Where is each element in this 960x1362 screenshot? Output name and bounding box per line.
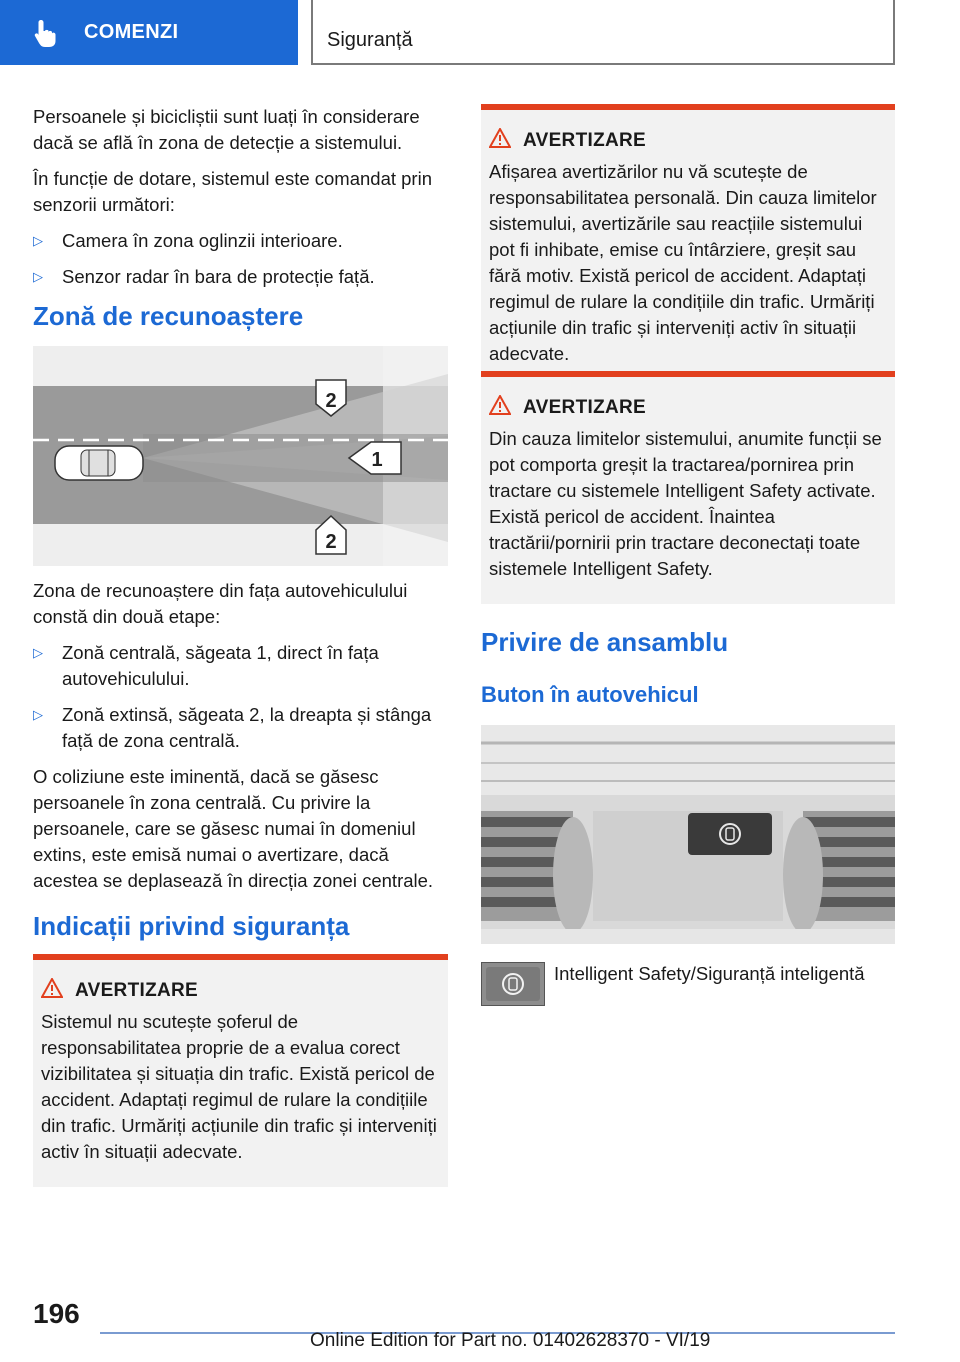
button-caption: Intelligent Safety/Siguranță inteligentă [554, 963, 865, 984]
collision-paragraph: O coliziune este iminentă, dacă se găsesc persoanele în zona centrală. Cu privire la persoanele, care se găsesc numai în domeniul extins, este emisă numai o avertizare, dacă acestea se deplasează în direcția zonei centrale. [33, 766, 434, 891]
warning-text: Sistemul nu scutește șoferul de responsabilitatea proprie de a evalua corect vizibilitatea și situația din trafic. Există pericol de accident. Adaptați regimul de rulare la condițiile din trafic. Urmăriți acțiunile din trafic și interveniți activ în situații adecvate. [41, 1011, 437, 1162]
warning-title: AVERTIZARE [523, 129, 646, 151]
heading-safety: Indicații privind siguranța [33, 911, 350, 941]
heading-recognition-zone: Zonă de recunoaștere [33, 301, 304, 331]
bullet-triangle-icon: ▷ [33, 707, 43, 722]
section-header [311, 0, 895, 65]
warning-title: AVERTIZARE [75, 979, 198, 1001]
list-item [33, 264, 448, 290]
warning-text: Afișarea avertizărilor nu vă scutește de responsabilitatea personală. Din cauza limitelor sistemului, avertizările sau reacțiile sistemului pot fi inhibate, emise cu întârziere, greșit sau fără motiv. Există pericol de accident. Adaptați regimul de rulare la condițiile din trafic. Urmăriți acțiunile din trafic și interveniți activ în situații adecvate. [489, 161, 877, 364]
heading-button: Buton în autovehicul [481, 682, 699, 707]
list-item-text: Senzor radar în bara de protecție față. [62, 266, 375, 287]
warning-box-2 [481, 104, 895, 389]
list-item-text: Zonă extinsă, săgeata 2, la dreapta și stânga față de zona centrală. [62, 704, 432, 751]
list-item-text: Camera în zona oglinzii interioare. [62, 230, 343, 251]
hand-pointer-icon [16, 18, 76, 48]
footer-edition: Online Edition for Part no. 01402628370 - VI/19 [310, 1330, 711, 1351]
heading-overview: Privire de ansamblu [481, 627, 729, 657]
left-air-vent [481, 811, 593, 933]
warning-title: AVERTIZARE [523, 396, 646, 418]
warning-triangle-icon [41, 978, 63, 1003]
svg-text:1: 1 [371, 449, 383, 471]
button-photo-figure [481, 725, 895, 944]
list-item [33, 228, 448, 254]
svg-text:2: 2 [325, 390, 337, 412]
left-column [33, 104, 448, 300]
bullet-triangle-icon: ▷ [33, 269, 43, 284]
section-title: Siguranță [327, 29, 413, 51]
bullet-triangle-icon: ▷ [33, 233, 43, 248]
intro-paragraph-2: În funcție de dotare, sistemul este comandat prin senzorii următori: [33, 168, 432, 215]
svg-text:2: 2 [325, 531, 337, 553]
warning-text: Din cauza limitelor sistemului, anumite funcții se pot comporta greșit la tractarea/pornirea prin tractare cu sistemele Intelligent Safety activate. Există pericol de accident. Înaintea tractării/pornirii prin tractare deconectați toate sistemele Intelligent Safety. [489, 428, 882, 579]
chapter-tab[interactable] [0, 0, 298, 65]
warning-box-1 [33, 954, 448, 1187]
chapter-tab-label: COMENZI [84, 21, 179, 43]
list-item [33, 640, 448, 692]
page-number: 196 [33, 1298, 80, 1329]
warning-triangle-icon [489, 128, 511, 153]
warning-triangle-icon [489, 395, 511, 420]
safety-button-icon [481, 962, 545, 1006]
warning-box-3 [481, 371, 895, 604]
intro-paragraph-1: Persoanele și bicicliștii sunt luați în considerare dacă se află în zona de detecție a sistemului. [33, 106, 420, 153]
recognition-paragraph: Zona de recunoaștere din fața autovehiculului constă din două etape: [33, 580, 408, 627]
right-air-vent [783, 811, 895, 933]
intelligent-safety-button [688, 813, 772, 855]
detection-zone-figure [33, 346, 448, 566]
list-item-text: Zonă centrală, săgeata 1, direct în fața autovehiculului. [62, 642, 379, 689]
bullet-triangle-icon: ▷ [33, 645, 43, 660]
recognition-text [33, 578, 448, 904]
car-icon [55, 446, 143, 480]
list-item [33, 702, 448, 754]
